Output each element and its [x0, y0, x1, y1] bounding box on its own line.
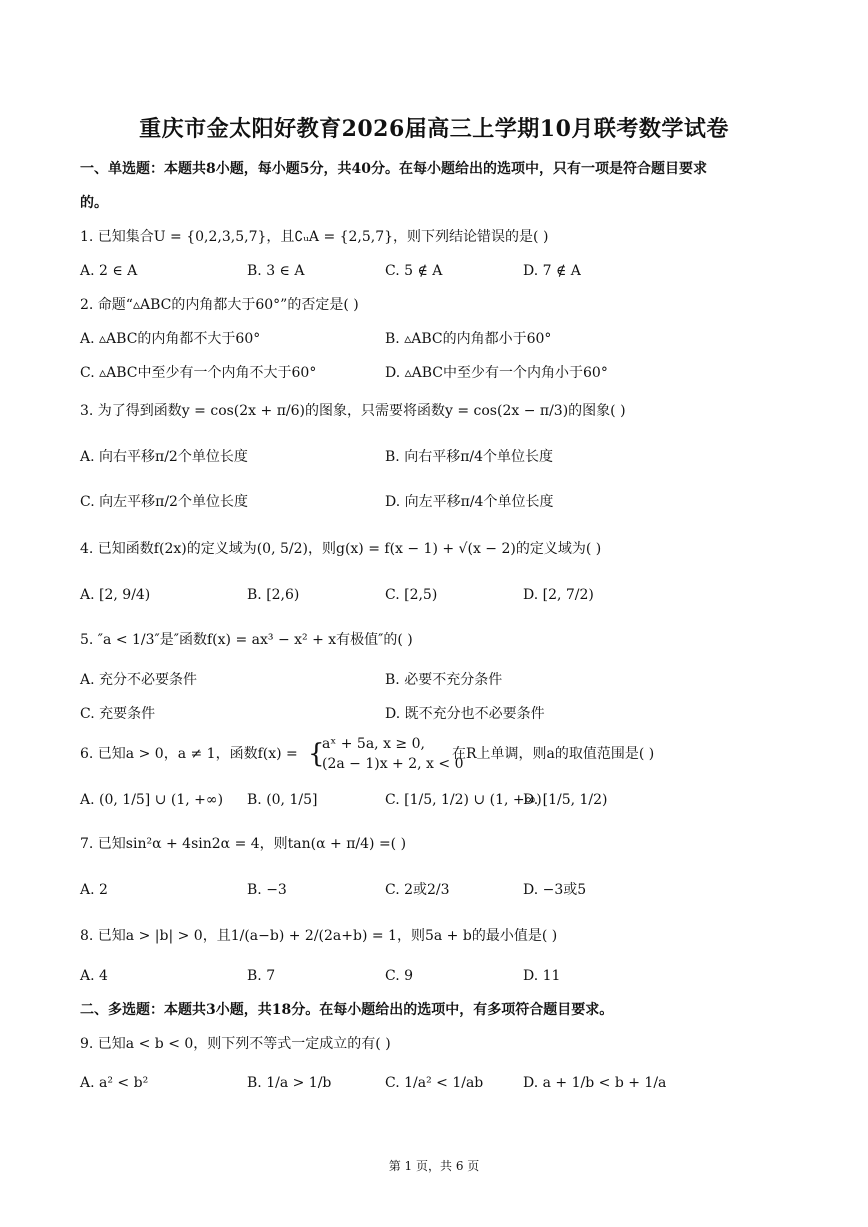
question-7-stem: 7. 已知sin²α + 4sin2α = 4，则tan(α + π/4) =( ) — [80, 836, 407, 852]
question-6-case-2: (2a − 1)x + 2, x < 0 — [322, 756, 464, 772]
question-1-option-d: D. 7 ∉ A — [523, 263, 581, 279]
question-9-option-b: B. 1/a > 1/b — [247, 1075, 332, 1091]
question-5-option-d: D. 既不充分也不必要条件 — [385, 706, 545, 722]
question-6-stem-end: 在R上单调，则a的取值范围是( ) — [452, 746, 655, 762]
question-7-option-b: B. −3 — [247, 882, 287, 898]
section1-heading-line1: 一、单选题：本题共8小题，每小题5分，共40分。在每小题给出的选项中，只有一项是符合题目要求 — [80, 161, 707, 177]
page-footer: 第 1 页，共 6 页 — [388, 1159, 480, 1173]
question-9-stem: 9. 已知a < b < 0，则下列不等式一定成立的有( ) — [80, 1036, 391, 1052]
question-2-stem: 2. 命题“▵ABC的内角都大于60°”的否定是( ) — [80, 297, 359, 313]
question-8-stem: 8. 已知a > |b| > 0，且1/(a−b) + 2/(2a+b) = 1，则5a + b的最小值是( ) — [80, 928, 558, 944]
question-4-option-a: A. [2, 9/4) — [80, 587, 151, 603]
question-6-option-b: B. (0, 1/5] — [247, 792, 318, 808]
question-2-option-c: C. ▵ABC中至少有一个内角不大于60° — [80, 365, 317, 381]
question-7-option-a: A. 2 — [80, 882, 108, 898]
question-9-option-d: D. a + 1/b < b + 1/a — [523, 1075, 667, 1091]
question-6-brace: { — [308, 739, 325, 769]
question-4-option-b: B. [2,6) — [247, 587, 300, 603]
question-8-option-d: D. 11 — [523, 968, 561, 984]
question-3-option-d: D. 向左平移π/4个单位长度 — [385, 494, 554, 510]
question-3-option-c: C. 向左平移π/2个单位长度 — [80, 494, 248, 510]
question-1-option-a: A. 2 ∈ A — [80, 263, 138, 279]
question-8-option-b: B. 7 — [247, 968, 276, 984]
question-7-option-c: C. 2或2/3 — [385, 882, 450, 898]
question-6-option-d: D. [1/5, 1/2) — [523, 792, 608, 808]
question-2-option-d: D. ▵ABC中至少有一个内角小于60° — [385, 365, 608, 381]
question-5-stem: 5. ″a < 1/3″是″函数f(x) = ax³ − x² + x有极值″的( ) — [80, 632, 413, 648]
question-3-stem: 3. 为了得到函数y = cos(2x + π/6)的图象，只需要将函数y = cos(2x − π/3)的图象( ) — [80, 403, 626, 419]
question-1-option-b: B. 3 ∈ A — [247, 263, 305, 279]
question-4-option-c: C. [2,5) — [385, 587, 438, 603]
question-2-option-a: A. ▵ABC的内角都不大于60° — [80, 331, 261, 347]
question-2-option-b: B. ▵ABC的内角都小于60° — [385, 331, 552, 347]
question-5-option-a: A. 充分不必要条件 — [80, 672, 198, 688]
question-9-option-a: A. a² < b² — [80, 1075, 149, 1091]
question-3-option-a: A. 向右平移π/2个单位长度 — [80, 449, 248, 465]
question-6-stem-start: 6. 已知a > 0，a ≠ 1，函数f(x) = — [80, 746, 298, 762]
question-4-stem: 4. 已知函数f(2x)的定义域为(0, 5/2)，则g(x) = f(x − 1) + √(x − 2)的定义域为( ) — [80, 541, 602, 557]
question-3-option-b: B. 向右平移π/4个单位长度 — [385, 449, 554, 465]
question-6-option-a: A. (0, 1/5] ∪ (1, +∞) — [80, 792, 224, 808]
page-title: 重庆市金太阳好教育2026届高三上学期10月联考数学试卷 — [139, 116, 729, 142]
question-5-option-b: B. 必要不充分条件 — [385, 672, 503, 688]
question-8-option-c: C. 9 — [385, 968, 414, 984]
question-4-option-d: D. [2, 7/2) — [523, 587, 594, 603]
question-6-case-1: aˣ + 5a, x ≥ 0, — [322, 736, 425, 752]
question-9-option-c: C. 1/a² < 1/ab — [385, 1075, 484, 1091]
question-1-stem: 1. 已知集合U = {0,2,3,5,7}，且∁ᵤA = {2,5,7}，则下列结论错误的是( ) — [80, 229, 549, 245]
question-6-option-c: C. [1/5, 1/2) ∪ (1, +∞) — [385, 792, 542, 808]
question-8-option-a: A. 4 — [80, 968, 108, 984]
section2-heading: 二、多选题：本题共3小题，共18分。在每小题给出的选项中，有多项符合题目要求。 — [80, 1002, 614, 1018]
question-5-option-c: C. 充要条件 — [80, 706, 156, 722]
question-7-option-d: D. −3或5 — [523, 882, 587, 898]
section1-heading-line2: 的。 — [80, 195, 108, 211]
question-1-option-c: C. 5 ∉ A — [385, 263, 443, 279]
